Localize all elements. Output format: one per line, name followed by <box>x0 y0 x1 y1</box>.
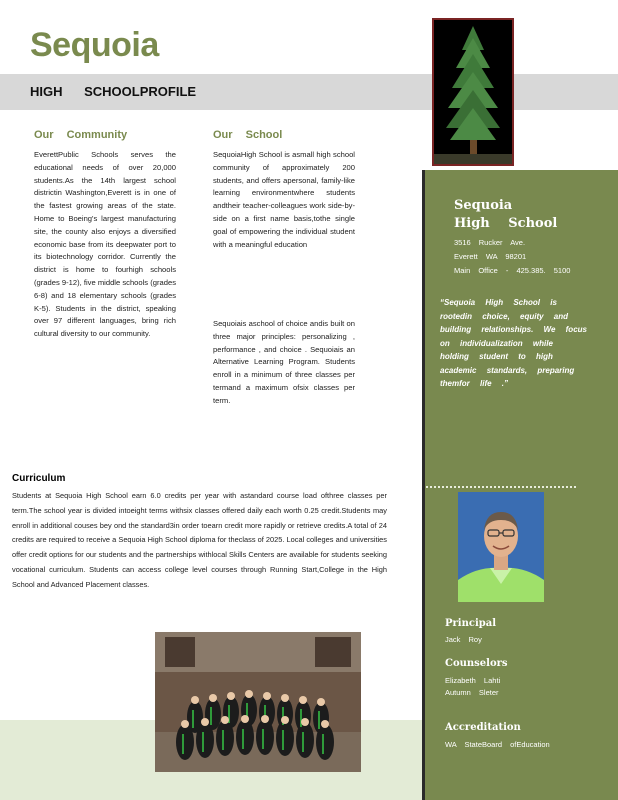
group-photo-icon <box>155 632 361 772</box>
principal-portrait <box>458 492 544 602</box>
community-text: EverettPublic Schools serves the educational needs of over 20,000 students.As the 14th largest school districtin Washington,Everett is in one of the fastest growing areas of the state. Home to Boeing's largest manufacturing site, the county also enjoys a diversified economic base from its deepwater port to its biotechnology corridor. Currently the district is home to fourhigh schools (grades 9-12), five middle schools (grades 6-8) and 18 elementary schools (grades K-5). Students in the district, speaking over 97 different languages, bring rich cultural diversity to our community. <box>34 150 176 339</box>
sequoia-tree-image <box>432 18 514 166</box>
principal-name: Jack Roy <box>445 635 482 644</box>
accreditation-text: WA StateBoard ofEducation <box>445 740 550 749</box>
community-heading: Our Community <box>34 129 128 141</box>
sidebar-divider <box>426 486 576 488</box>
sidebar-address: 3516 Rucker Ave. <box>454 238 526 247</box>
sidebar-quote: “Sequoia High School is rootedin choice, equity and building relationships. We focus on individualization while holding student to high academic standards, preparing themfor life .” <box>440 298 587 388</box>
principal-heading: Principal <box>445 618 497 629</box>
portrait-icon <box>458 492 544 602</box>
graduates-group-photo <box>155 632 361 772</box>
counselor-2: Autumn Sleter <box>445 688 499 697</box>
accreditation-heading: Accreditation <box>445 722 521 733</box>
curriculum-heading: Curriculum <box>12 473 66 484</box>
counselor-1: Elizabeth Lahti <box>445 676 501 685</box>
school-text-1: SequoiaHigh School is asmall high school community of approximately 200 students, and offers apersonal, family-like learning environmentwhere students andtheir teacher-colleagues work side-by-side on a first name basis,tothe single goal of empowering the individual student with a meaningful education <box>213 150 355 249</box>
sidebar-school-name-2: High School <box>454 216 558 231</box>
sidebar-phone: Main Office - 425.385. 5100 <box>454 266 571 275</box>
sidebar-city: Everett WA 98201 <box>454 252 527 261</box>
sidebar-school-name-1: Sequoia <box>454 198 513 213</box>
counselors-heading: Counselors <box>445 658 508 669</box>
page-title: Sequoia <box>30 26 159 64</box>
curriculum-text: Students at Sequoia High School earn 6.0 credits per year with astandard course load ofthree classes per term.The school year is divided intoeight terms withsix classes offered daily each worth 0.25 credit.Students may enroll in additional couses bey ond the standard3in order toearn credit more rapidly or retrieve credits.A total of 24 credits are required to receive a Sequoia High School diploma for theclass of 2025. Local colleges and universities offer credit options for our students and the partnerships withlocal Skills Centers are available for students seeking vocational curriculum. Students can access college level courses through Running Start,College in the High School and Advanced Placement classes. <box>12 491 387 589</box>
school-heading: Our School <box>213 129 283 141</box>
school-text-2: Sequoiais aschool of choice andis built on three major principles: personalizing , performance , and choice . Sequoiais an Alternative Learning Program. Students enroll in a minimum of three classes per termand a maximum ofsix classes per term. <box>213 319 355 405</box>
page-subtitle: HIGH SCHOOLPROFILE <box>30 84 197 99</box>
tree-icon <box>434 20 512 164</box>
